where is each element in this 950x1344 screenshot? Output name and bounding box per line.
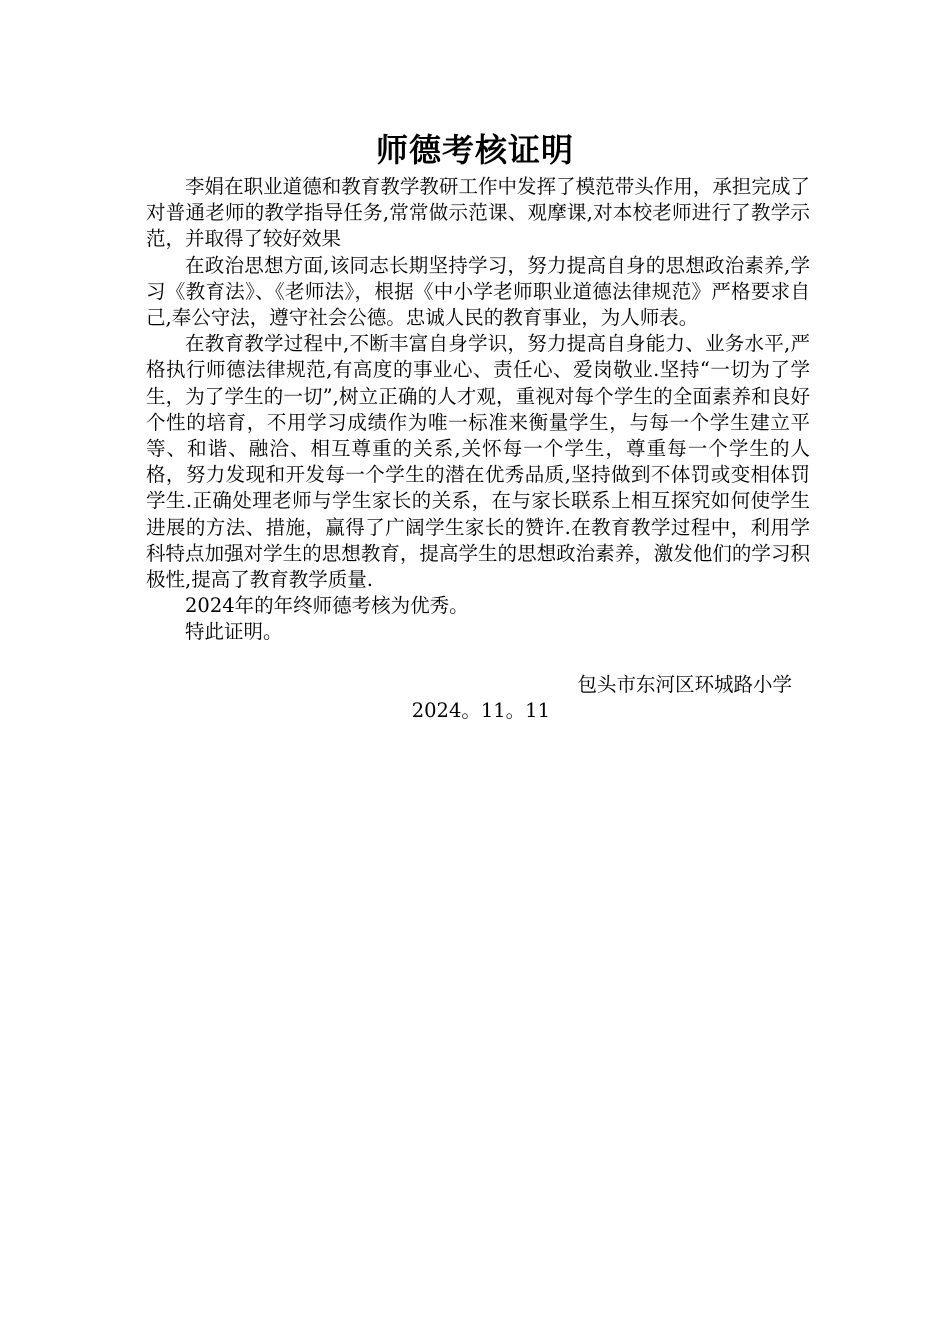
paragraph-teaching-role: 李娟在职业道德和教育教学教研工作中发挥了模范带头作用，承担完成了对普通老师的教学指导任务,常常做示范课、观摩课,对本校老师进行了教学示范，并取得了较好效果: [146, 175, 810, 251]
document-body: [146, 174, 810, 646]
paragraph-assessment-result: 2024年的年终师德考核为优秀。: [185, 594, 469, 618]
signature-date: 2024。11。11: [411, 699, 550, 722]
signature-school: 包头市东河区环城路小学: [577, 673, 792, 696]
document-title: 师德考核证明: [375, 131, 574, 169]
paragraph-political-thought: 在政治思想方面,该同志长期坚持学习，努力提高自身的思想政治素养,学习《教育法》、《老师法》，根据《中小学老师职业道德法律规范》严格要求自己,奉公守法，遵守社会公德。忠诚人民的教育事业，为人师表。: [146, 253, 810, 330]
paragraph-teaching-process: 在教育教学过程中,不断丰富自身学识，努力提高自身能力、业务水平,严格执行师德法律规范,有高度的事业心、责任心、爱岗敬业.坚持“一切为了学生，为了学生的一切”,树立正确的人才观，重视对每个学生的全面素养和良好个性的培育，不用学习成绩作为唯一标准来衡量学生，与每一个学生建立平等、和谐、融洽、相互尊重的关系,关怀每一个学生，尊重每一个学生的人格，努力发现和开发每一个学生的潜在优秀品质,坚持做到不体罚或变相体罚学生.正确处理老师与学生家长的关系，在与家长联系上相互探究如何使学生进展的方法、措施，赢得了广阔学生家长的赞许.在教育教学过程中，利用学科特点加强对学生的思想教育，提高学生的思想政治素养，激发他们的学习积极性,提高了教育教学质量.: [146, 332, 810, 592]
paragraph-certification: 特此证明。: [185, 620, 283, 644]
